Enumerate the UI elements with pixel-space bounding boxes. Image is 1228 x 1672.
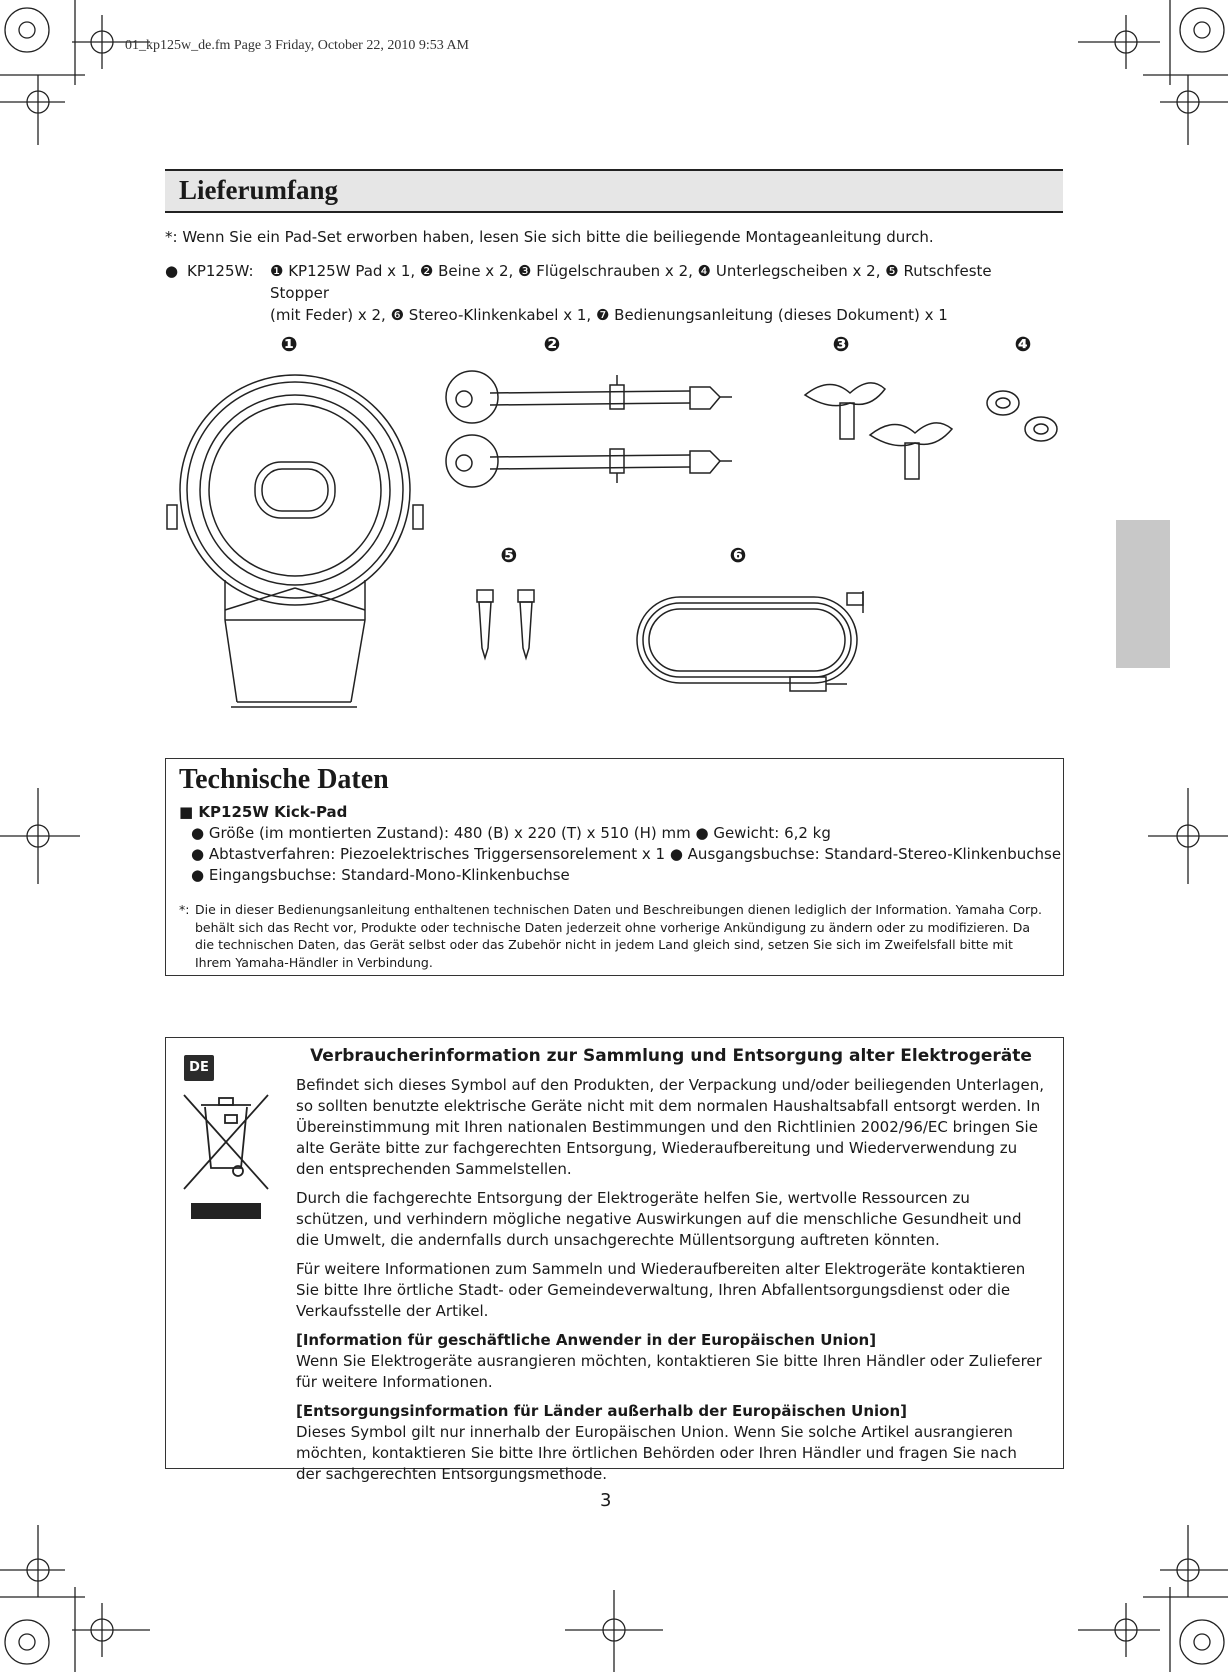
label-3: ❸ xyxy=(832,332,850,356)
weee-title: Verbraucherinformation zur Sammlung und Entsorgung alter Elektrogeräte xyxy=(310,1046,1032,1066)
spec-row-1: ● Größe (im montierten Zustand): 480 (B) x 220 (T) x 510 (H) mm ● Gewicht: 6,2 kg xyxy=(191,824,831,842)
spikes-illustration xyxy=(472,588,552,668)
crossed-bin-icon xyxy=(181,1093,271,1223)
kick-pad-illustration xyxy=(165,370,425,710)
weee-paragraph-4: Wenn Sie Elektrogeräte ausrangieren möchten, kontaktieren Sie bitte Ihren Händler oder Zulieferer für weitere Informationen. xyxy=(296,1352,1042,1391)
disclaimer-text: Die in dieser Bedienungsanleitung enthaltenen technischen Daten und Beschreibungen dienen lediglich der Information. Yamaha Corp. behält sich das Recht vor, Produkte oder technische Daten jederzeit ohne vorherige Ankündigung zu ändern oder zu modifizieren. Da die technischen Daten, das Gerät selbst oder das Zubehör nicht in jedem Land gleich sind, setzen Sie sich im Zweifelsfall bitte mit Ihrem Yamaha-Händler in Verbindung. xyxy=(195,902,1043,970)
language-badge: DE xyxy=(184,1055,214,1081)
language-side-tab xyxy=(1116,520,1170,668)
weee-paragraph-5: Dieses Symbol gilt nur innerhalb der Europäischen Union. Wenn Sie solche Artikel ausrangieren möchten, kontaktieren Sie bitte Ihre örtlichen Behörden oder Ihren Händler und fragen Sie nach der sachgerechten Entsorgungsmethode. xyxy=(296,1423,1017,1483)
disclaimer-marker: *: xyxy=(179,902,190,917)
section-title-bar xyxy=(165,169,1063,213)
page-number: 3 xyxy=(600,1490,612,1511)
tech-title: Technische Daten xyxy=(179,764,389,795)
washers-illustration xyxy=(985,385,1065,465)
weee-paragraph-3: Für weitere Informationen zum Sammeln und Wiederaufbereiten alter Elektrogeräte kontaktieren Sie bitte Ihre örtliche Stadt- oder Gemeindeverwaltung, Ihren Abfallentsorgungsdienst oder die Verkaufsstelle der Artikel. xyxy=(296,1260,1026,1320)
tech-specs-box xyxy=(165,758,1064,976)
set-note: *: Wenn Sie ein Pad-Set erworben haben, lesen Sie sich bitte die beiliegende Montageanleitung durch. xyxy=(165,228,934,246)
wing-bolts-illustration xyxy=(800,375,970,495)
label-6: ❻ xyxy=(729,543,747,567)
weee-heading-business: [Information für geschäftliche Anwender in der Europäischen Union] xyxy=(296,1331,877,1349)
contents-items xyxy=(270,260,1030,326)
weee-paragraph-1: Befindet sich dieses Symbol auf den Produkten, der Verpackung und/oder beiliegenden Unterlagen, so sollten benutzte elektrische Geräte nicht mit dem normalen Haushaltsabfall entsorgt werden. In Übereinstimmung mit Ihren nationalen Bestimmungen und den Richtlinien 2002/96/EC bringen Sie alte Geräte bitte zur fachgerechten Entsorgung, Wiederaufbereitung und Wiederverwendung zu den entsprechenden Sammelstellen. xyxy=(296,1076,1045,1178)
model-name: KP125W: xyxy=(187,262,254,280)
section-title: Lieferumfang xyxy=(179,175,338,205)
weee-info-box xyxy=(165,1037,1064,1483)
cable-illustration xyxy=(632,585,882,705)
weee-body xyxy=(296,1075,1046,1493)
contents-line-1: ❶ KP125W Pad x 1, ❷ Beine x 2, ❸ Flügelschrauben x 2, ❹ Unterlegscheiben x 2, ❺ Rutschfeste Stopper xyxy=(270,262,992,302)
legs-illustration xyxy=(440,365,760,495)
contents-line-2: (mit Feder) x 2, ❻ Stereo-Klinkenkabel x 1, ❼ Bedienungsanleitung (dieses Dokument) x 1 xyxy=(270,306,948,324)
label-1: ❶ xyxy=(280,332,298,356)
file-header-line: 01_kp125w_de.fm Page 3 Friday, October 22, 2010 9:53 AM xyxy=(125,38,469,53)
product-heading: ■ KP125W Kick-Pad xyxy=(179,803,348,821)
label-5: ❺ xyxy=(500,543,518,567)
label-2: ❷ xyxy=(543,332,561,356)
label-4: ❹ xyxy=(1014,332,1032,356)
weee-heading-outside-eu: [Entsorgungsinformation für Länder außerhalb der Europäischen Union] xyxy=(296,1402,908,1420)
weee-paragraph-2: Durch die fachgerechte Entsorgung der Elektrogeräte helfen Sie, wertvolle Ressourcen zu schützen, und verhindern mögliche negative Auswirkungen auf die menschliche Gesundheit und die Umwelt, die andernfalls durch unsachgerechte Müllentsorgung auftreten könnten. xyxy=(296,1189,1022,1249)
spec-row-2: ● Abtastverfahren: Piezoelektrisches Triggersensorelement x 1 ● Ausgangsbuchse: Standard-Stereo-Klinkenbuchse xyxy=(191,845,1062,863)
spec-row-3: ● Eingangsbuchse: Standard-Mono-Klinkenbuchse xyxy=(191,866,570,884)
bullet-icon: ● xyxy=(165,262,179,280)
